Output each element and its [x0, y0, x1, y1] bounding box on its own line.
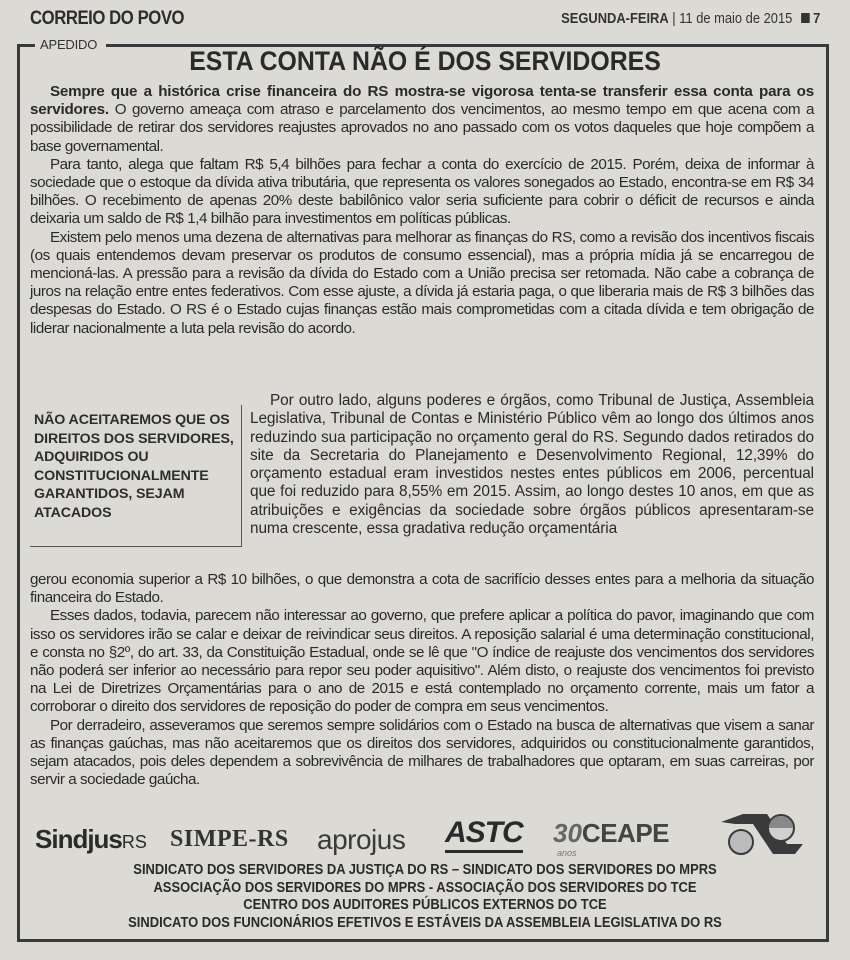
article-column: [250, 392, 814, 538]
article-bottom: [30, 571, 814, 789]
paragraph-2: Para tanto, alega que faltam R$ 5,4 bilhões para fechar a conta do exercício de 2015. Porém, deixa de informar à sociedade que o estoque da dívida ativa tributária, que representa os valores sonegados ao Estado, encontra-se em R$ 34 bilhões. O recebimento de apenas 20% deste babilônico valor seria suficiente para cobrir o déficit de recursos e ainda deixaria um saldo de R$ 1,4 bilhão para investimentos em políticas públicas.: [30, 155, 814, 228]
sindjus-logo-text: Sindjus: [35, 824, 122, 854]
pullquote-text: NÃO ACEITAREMOS QUE OS DIREITOS DOS SERVIDORES, ADQUIRIDOS OU CONSTITUCIONALMENTE GARANTIDOS, SEJAM ATACADOS: [34, 412, 234, 521]
dateline-separator: |: [671, 10, 676, 27]
signatory-line: SINDICATO DOS SERVIDORES DA JUSTIÇA DO RS – SINDICATO DOS SERVIDORES DO MPRS: [133, 862, 717, 878]
sindjus-logo-suffix: RS: [121, 832, 147, 852]
signatory-line: SINDICATO DOS FUNCIONÁRIOS EFETIVOS E ESTÁVEIS DA ASSEMBLEIA LEGISLATIVA DO RS: [128, 914, 722, 931]
signatory-line: CENTRO DOS AUDITORES PÚBLICOS EXTERNOS DO TCE: [243, 897, 607, 914]
headline: ESTA CONTA NÃO É DOS SERVIDORES: [189, 46, 661, 76]
sindjus-logo: [35, 824, 147, 855]
paragraph-6: Por derradeiro, asseveramos que seremos sempre solidários com o Estado na busca de alternativas que visem a sanar as finanças gaúchas, mas não aceitaremos que os direitos dos servidores, adquiridos ou constitucionalmente garantidos, sejam atacados, pois deles dependem a sobrevivência de milhares de trabalhadores que optaram, em suas carreiras, por servir a sociedade gaúcha.: [30, 716, 814, 789]
paragraph-lead: [30, 83, 814, 156]
square-bullet-icon: [801, 13, 810, 23]
frame-top-rule-left: [17, 44, 35, 47]
paragraph-3: Existem pelo menos uma dezena de alternativas para melhorar as finanças do RS, como a revisão dos incentivos fiscais (os quais entendemos devam preservar os produtos de consumo essencial), mas a própria mídia já se encarregou de mencioná-las. A pressão para a revisão da dívida do Estado com a União precisa ser retomada. Não cabe a cobrança de juros na relação entre entes federativos. Com esse ajuste, a dívida já estaria paga, o que liberaria mais de R$ 3 bilhões das despesas do Estado. O RS é o Estado cujas finanças estão mais comprometidas com a citada dívida e tem obrigação de liderar nacionalmente a luta pela revisão do acordo.: [30, 228, 814, 337]
ceape-logo: [553, 818, 669, 858]
paragraph-5: Esses dados, todavia, parecem não interessar ao governo, que prefere aplicar a política do pavor, imaginando que com isso os servidores irão se calar e deixar de reivindicar seus direitos. A reposição salarial é uma determinação constitucional, e consta no §2º, do art. 33, da Constituição Estadual, onde se lê que "O índice de reajuste dos vencimentos dos servidores não poderá ser inferior ao necessário para repor seu poder aquisitivo". Além disto, o reajuste dos vencimentos foi previsto na Lei de Diretrizes Orçamentárias para o ano de 2015 e está contemplado no orçamento corrente, mais um fator a corroborar o direito dos servidores de reposição do poder de compra em seus vencimentos.: [30, 607, 814, 716]
page-number: 7: [812, 10, 820, 27]
paragraph-4-continued: gerou economia superior a R$ 10 bilhões, o que demonstra a cota de sacrifício desses entes para a melhoria da situação financeira do Estado.: [30, 571, 814, 607]
lead-bold-text: Sempre que a histórica crise financeira do RS mostra-se vigorosa tenta-se transferir essa conta para os servidores.: [30, 83, 814, 119]
astc-logo: ASTC: [445, 818, 523, 853]
newspaper-name: CORREIO DO POVO: [30, 8, 185, 29]
ceape-anos: anos: [557, 848, 577, 858]
sintergs-logo-icon: [715, 808, 807, 863]
simpe-logo: SIMPE-RS: [170, 826, 289, 852]
article-top: [30, 83, 814, 338]
dateline: [561, 10, 820, 27]
logo-strip: [35, 812, 815, 860]
ceape-30-mark: 30: [553, 818, 582, 848]
section-label: APEDIDO: [40, 37, 98, 52]
weekday: SEGUNDA-FEIRA: [560, 10, 669, 27]
pullquote-box: [30, 405, 242, 547]
signatory-line: ASSOCIAÇÃO DOS SERVIDORES DO MPRS - ASSOCIAÇÃO DOS SERVIDORES DO TCE: [153, 879, 697, 896]
aprojus-logo: aprojus: [317, 824, 406, 855]
ceape-logo-text: CEAPE: [581, 818, 669, 848]
lead-text: O governo ameaça com atraso e parcelamento dos vencimentos, ao mesmo tempo em que acena com a possibilidade de retirar dos servidores reajustes aprovados no ano passado com os votos daqueles que hoje compõem a base governamental.: [30, 101, 814, 155]
signatories: [0, 862, 850, 932]
paragraph-4-column: Por outro lado, alguns poderes e órgãos, como Tribunal de Justiça, Assembleia Legislativa, Tribunal de Contas e Ministério Público vêm ao longo dos últimos anos reduzindo sua participação no orçamento geral do RS. Segundo dados retirados do site da Secretaria do Planejamento e Desenvolvimento Regional, 12,39% do orçamento estadual eram investidos nestes entes públicos em 2006, percentual que foi reduzido para 8,55% em 2015. Assim, ao longo destes 10 anos, em que as atribuições e exigências da sociedade sobre órgãos públicos apresentaram-se numa crescente, essa gradativa redução orçamentária: [250, 392, 814, 538]
masthead: [30, 6, 820, 34]
date: 11 de maio de 2015: [678, 10, 793, 27]
